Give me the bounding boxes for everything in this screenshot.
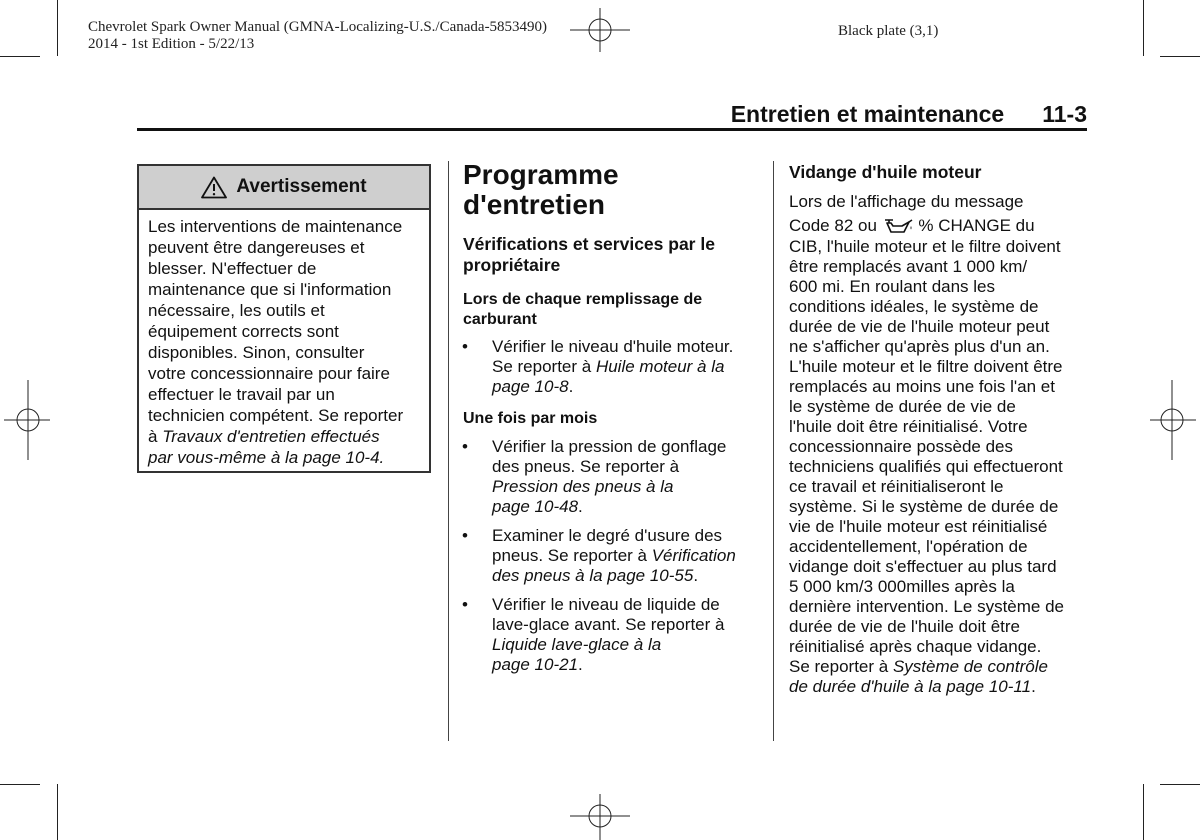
warning-line: nécessaire, les outils et <box>148 301 325 320</box>
warning-line <box>148 426 420 447</box>
section-heading <box>463 290 702 330</box>
item-line <box>492 566 736 586</box>
registration-mark-icon <box>1150 380 1196 460</box>
registration-mark-icon <box>570 8 630 52</box>
warning-text <box>139 210 429 468</box>
warning-box <box>137 164 431 473</box>
body-line: ce travail et réinitialiseront le <box>789 477 1004 496</box>
crop-mark <box>0 56 40 57</box>
body-line: réinitialisé après chaque vidange. <box>789 637 1042 656</box>
list-item <box>462 437 727 517</box>
item-text: . <box>693 566 699 585</box>
crop-mark <box>0 784 40 785</box>
body-line: être remplacés avant 1 000 km/ <box>789 257 1028 276</box>
warning-line <box>148 447 420 468</box>
item-line: Vérifier le niveau d'huile moteur. <box>492 337 734 356</box>
page-number: 11-3 <box>1042 101 1087 127</box>
bullet: • <box>462 337 468 356</box>
item-line <box>492 357 733 377</box>
body-line: le système de durée de vie de <box>789 397 1016 416</box>
item-line: des pneus. Se reporter à <box>492 457 680 476</box>
item-line: Examiner le degré d'usure des <box>492 526 723 545</box>
body-line: durée de vie de l'huile moteur peut <box>789 317 1050 336</box>
meta-line: 2014 - 1st Edition - 5/22/13 <box>88 36 255 52</box>
warning-line: Les interventions de maintenance <box>148 217 403 236</box>
body-text: Lors de l'affichage du message <box>789 192 1024 211</box>
item-line: Vérifier le niveau de liquide de <box>492 595 720 614</box>
body-line: l'huile doit être réinitialisé. Votre <box>789 417 1028 436</box>
crop-mark <box>1160 784 1200 785</box>
body-paragraph <box>789 237 1064 697</box>
warning-ref-prefix: à <box>148 427 163 446</box>
page-reference: page 10-8 <box>492 377 569 396</box>
page-reference: Vérification <box>651 546 736 565</box>
warning-line: disponibles. Sinon, consulter <box>148 343 365 362</box>
registration-mark-icon <box>4 380 50 460</box>
item-line <box>492 635 724 655</box>
section-heading: Une fois par mois <box>463 410 598 427</box>
body-line: dernière intervention. Le système de <box>789 597 1064 616</box>
body-line <box>789 677 1064 697</box>
body-line: concessionnaire possède des <box>789 437 1013 456</box>
page-reference: Pression des pneus à la <box>492 477 674 496</box>
item-text: . <box>578 655 583 674</box>
subtitle-line: propriétaire <box>463 255 561 275</box>
crop-mark <box>1143 0 1144 56</box>
warning-page-reference: par vous-même à la page 10-4. <box>148 448 385 467</box>
header-rule <box>137 128 1087 131</box>
warning-triangle-icon <box>201 176 227 199</box>
body-line: 5 000 km/3 000milles après la <box>789 577 1015 596</box>
column-divider <box>448 161 449 741</box>
warning-line: équipement corrects sont <box>148 322 339 341</box>
crop-mark <box>57 0 58 56</box>
warning-title: Avertissement <box>236 176 367 197</box>
title-line: d'entretien <box>463 189 606 220</box>
body-line: système. Si le système de durée de <box>789 497 1059 516</box>
item-line <box>492 497 726 517</box>
running-header <box>600 101 1087 128</box>
body-line: CIB, l'huile moteur et le filtre doivent <box>789 237 1061 256</box>
body-line: conditions idéales, le système de <box>789 297 1039 316</box>
page-reference: Huile moteur à la <box>595 357 725 376</box>
crop-mark <box>57 784 58 840</box>
warning-line: peuvent être dangereuses et <box>148 238 365 257</box>
warning-line: votre concessionnaire pour faire <box>148 364 390 383</box>
item-text: . <box>568 377 574 396</box>
bullet: • <box>462 526 468 545</box>
body-line: durée de vie de l'huile doit être <box>789 617 1021 636</box>
registration-mark-icon <box>570 794 630 840</box>
section-title: Entretien et maintenance <box>730 101 1005 127</box>
title-line: Programme <box>463 159 619 190</box>
crop-mark <box>1143 784 1144 840</box>
body-text: . <box>1031 677 1036 696</box>
item-line: lave-glace avant. Se reporter à <box>492 615 725 634</box>
list-item <box>462 526 736 586</box>
body-line: ne s'afficher qu'après plus d'un an. <box>789 337 1050 356</box>
section-heading: Vidange d'huile moteur <box>789 162 982 182</box>
plate-label: Black plate (3,1) <box>838 23 939 39</box>
page-reference: Système de contrôle <box>892 657 1048 676</box>
document-meta <box>88 19 547 53</box>
heading-line: carburant <box>463 311 537 328</box>
page-reference: des pneus à la page 10-55 <box>492 566 694 585</box>
oil-can-icon <box>883 217 913 235</box>
body-text: Code 82 ou <box>789 216 882 235</box>
list-item <box>462 595 725 675</box>
list-item <box>462 337 734 397</box>
body-line <box>789 216 1035 236</box>
page-title <box>463 160 619 220</box>
warning-header <box>139 166 429 210</box>
item-line: Vérifier la pression de gonflage <box>492 437 727 456</box>
meta-line: Chevrolet Spark Owner Manual (GMNA-Localizing-U.S./Canada-5853490) <box>88 19 548 35</box>
item-text: Se reporter à <box>492 357 596 376</box>
subtitle <box>463 234 715 276</box>
item-line <box>492 546 736 566</box>
item-line <box>492 477 726 497</box>
page-reference: Liquide lave-glace à la <box>492 635 662 654</box>
body-line: remplacés au moins une fois l'an et <box>789 377 1055 396</box>
item-line <box>492 377 733 397</box>
body-line: accidentellement, l'opération de <box>789 537 1028 556</box>
bullet: • <box>462 437 468 456</box>
body-line: 600 mi. En roulant dans les <box>789 277 996 296</box>
warning-line: technicien compétent. Se reporter <box>148 406 404 425</box>
page-reference: page 10-48 <box>492 497 579 516</box>
item-text: pneus. Se reporter à <box>492 546 652 565</box>
item-line <box>492 655 724 675</box>
warning-line: maintenance que si l'information <box>148 280 392 299</box>
page-reference: page 10-21 <box>492 655 579 674</box>
column-divider <box>773 161 774 741</box>
crop-mark <box>1160 56 1200 57</box>
body-line: L'huile moteur et le filtre doivent être <box>789 357 1063 376</box>
item-text: . <box>578 497 583 516</box>
body-line: techniciens qualifiés qui effectueront <box>789 457 1063 476</box>
body-line: vie de l'huile moteur est réinitialisé <box>789 517 1048 536</box>
body-line: vidange doit s'effectuer au plus tard <box>789 557 1057 576</box>
warning-line: blesser. N'effectuer de <box>148 259 317 278</box>
body-text: % CHANGE du <box>913 216 1035 235</box>
body-line <box>789 657 1064 677</box>
warning-page-reference: Travaux d'entretien effectués <box>162 427 380 446</box>
subtitle-line: Vérifications et services par le <box>463 234 715 254</box>
page-reference: de durée d'huile à la page 10-11 <box>789 677 1032 696</box>
warning-line: effectuer le travail par un <box>148 385 335 404</box>
heading-line: Lors de chaque remplissage de <box>463 291 703 308</box>
bullet: • <box>462 595 468 614</box>
body-text: Se reporter à <box>789 657 893 676</box>
